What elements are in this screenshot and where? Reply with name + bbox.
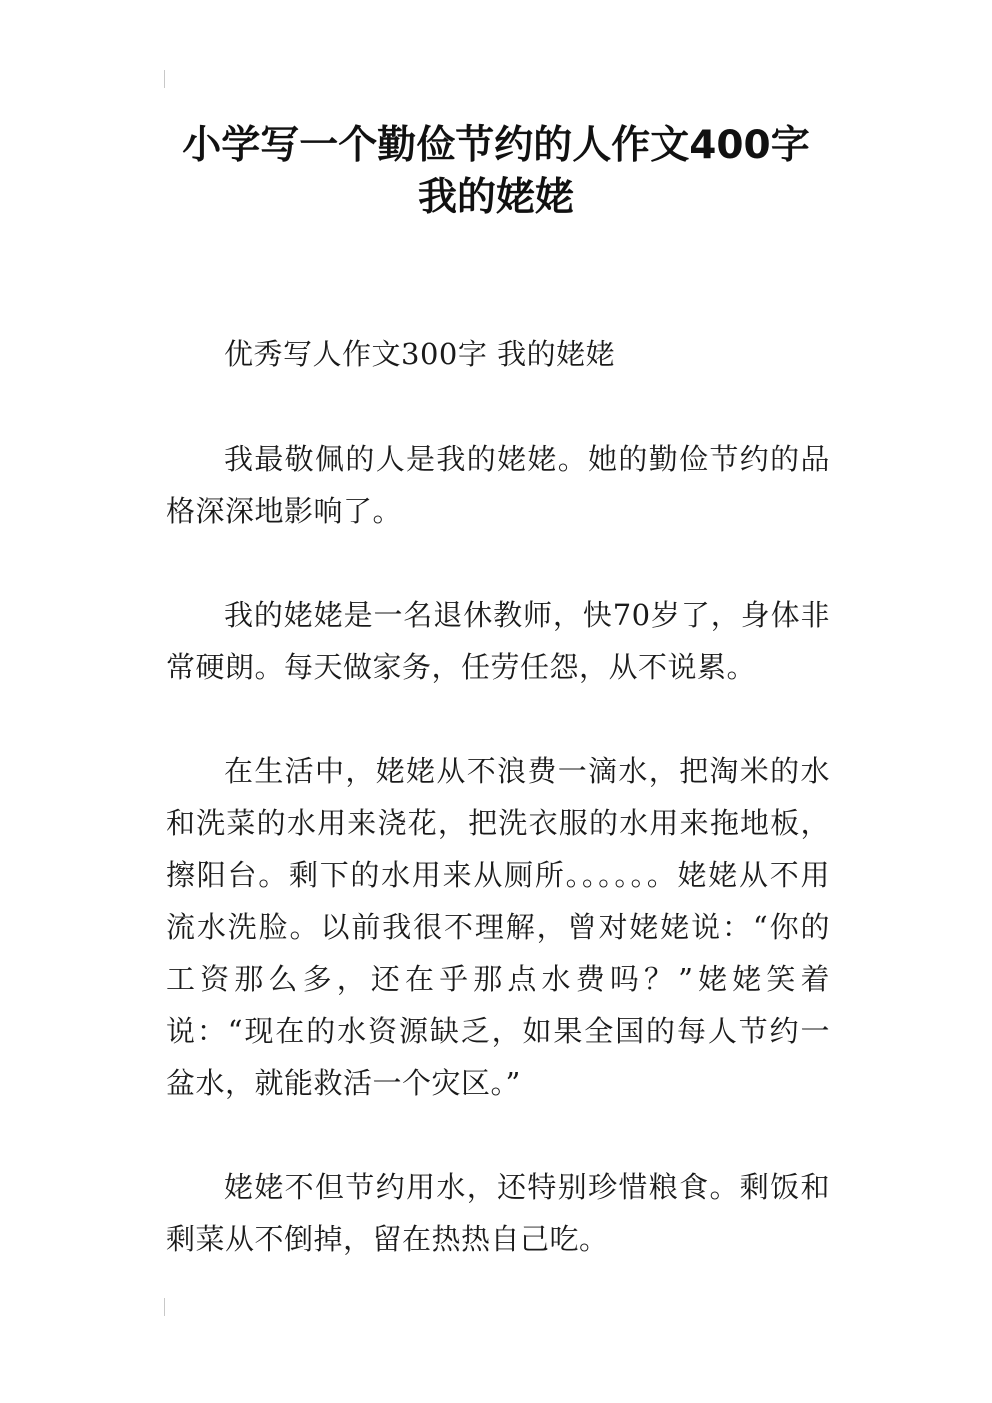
paragraph: 姥姥不但节约用水，还特别珍惜粮食。剩饭和剩菜从不倒掉，留在热热自己吃。 (166, 1170, 830, 1256)
title-line-2: 我的姥姥 (417, 175, 574, 220)
paragraph-subtitle: 优秀写人作文300字 我的姥姥 (224, 337, 616, 371)
paragraph: 我最敬佩的人是我的姥姥。她的勤俭节约的品格深深地影响了。 (166, 442, 830, 528)
page-corner-mark-top (164, 70, 165, 88)
page-corner-mark-bottom (164, 1298, 165, 1316)
paragraph: 在生活中，姥姥从不浪费一滴水，把淘米的水和洗菜的水用来浇花，把洗衣服的水用来拖地板，擦阳台。剩下的水用来从厕所。。。。。。姥姥从不用流水洗脸。以前我很不理解，曾对姥姥说：“你的工资那么多，还在乎那点水费吗？”姥姥笑着说：“现在的水资源缺乏，如果全国的每人节约一盆水，就能救活一个灾区。” (166, 754, 830, 1100)
document-title (150, 120, 842, 224)
paragraph: 我的姥姥是一名退休教师，快70岁了，身体非常硬朗。每天做家务，任劳任怨，从不说累。 (166, 598, 830, 684)
title-line-1: 小学写一个勤俭节约的人作文400字 (182, 123, 810, 168)
